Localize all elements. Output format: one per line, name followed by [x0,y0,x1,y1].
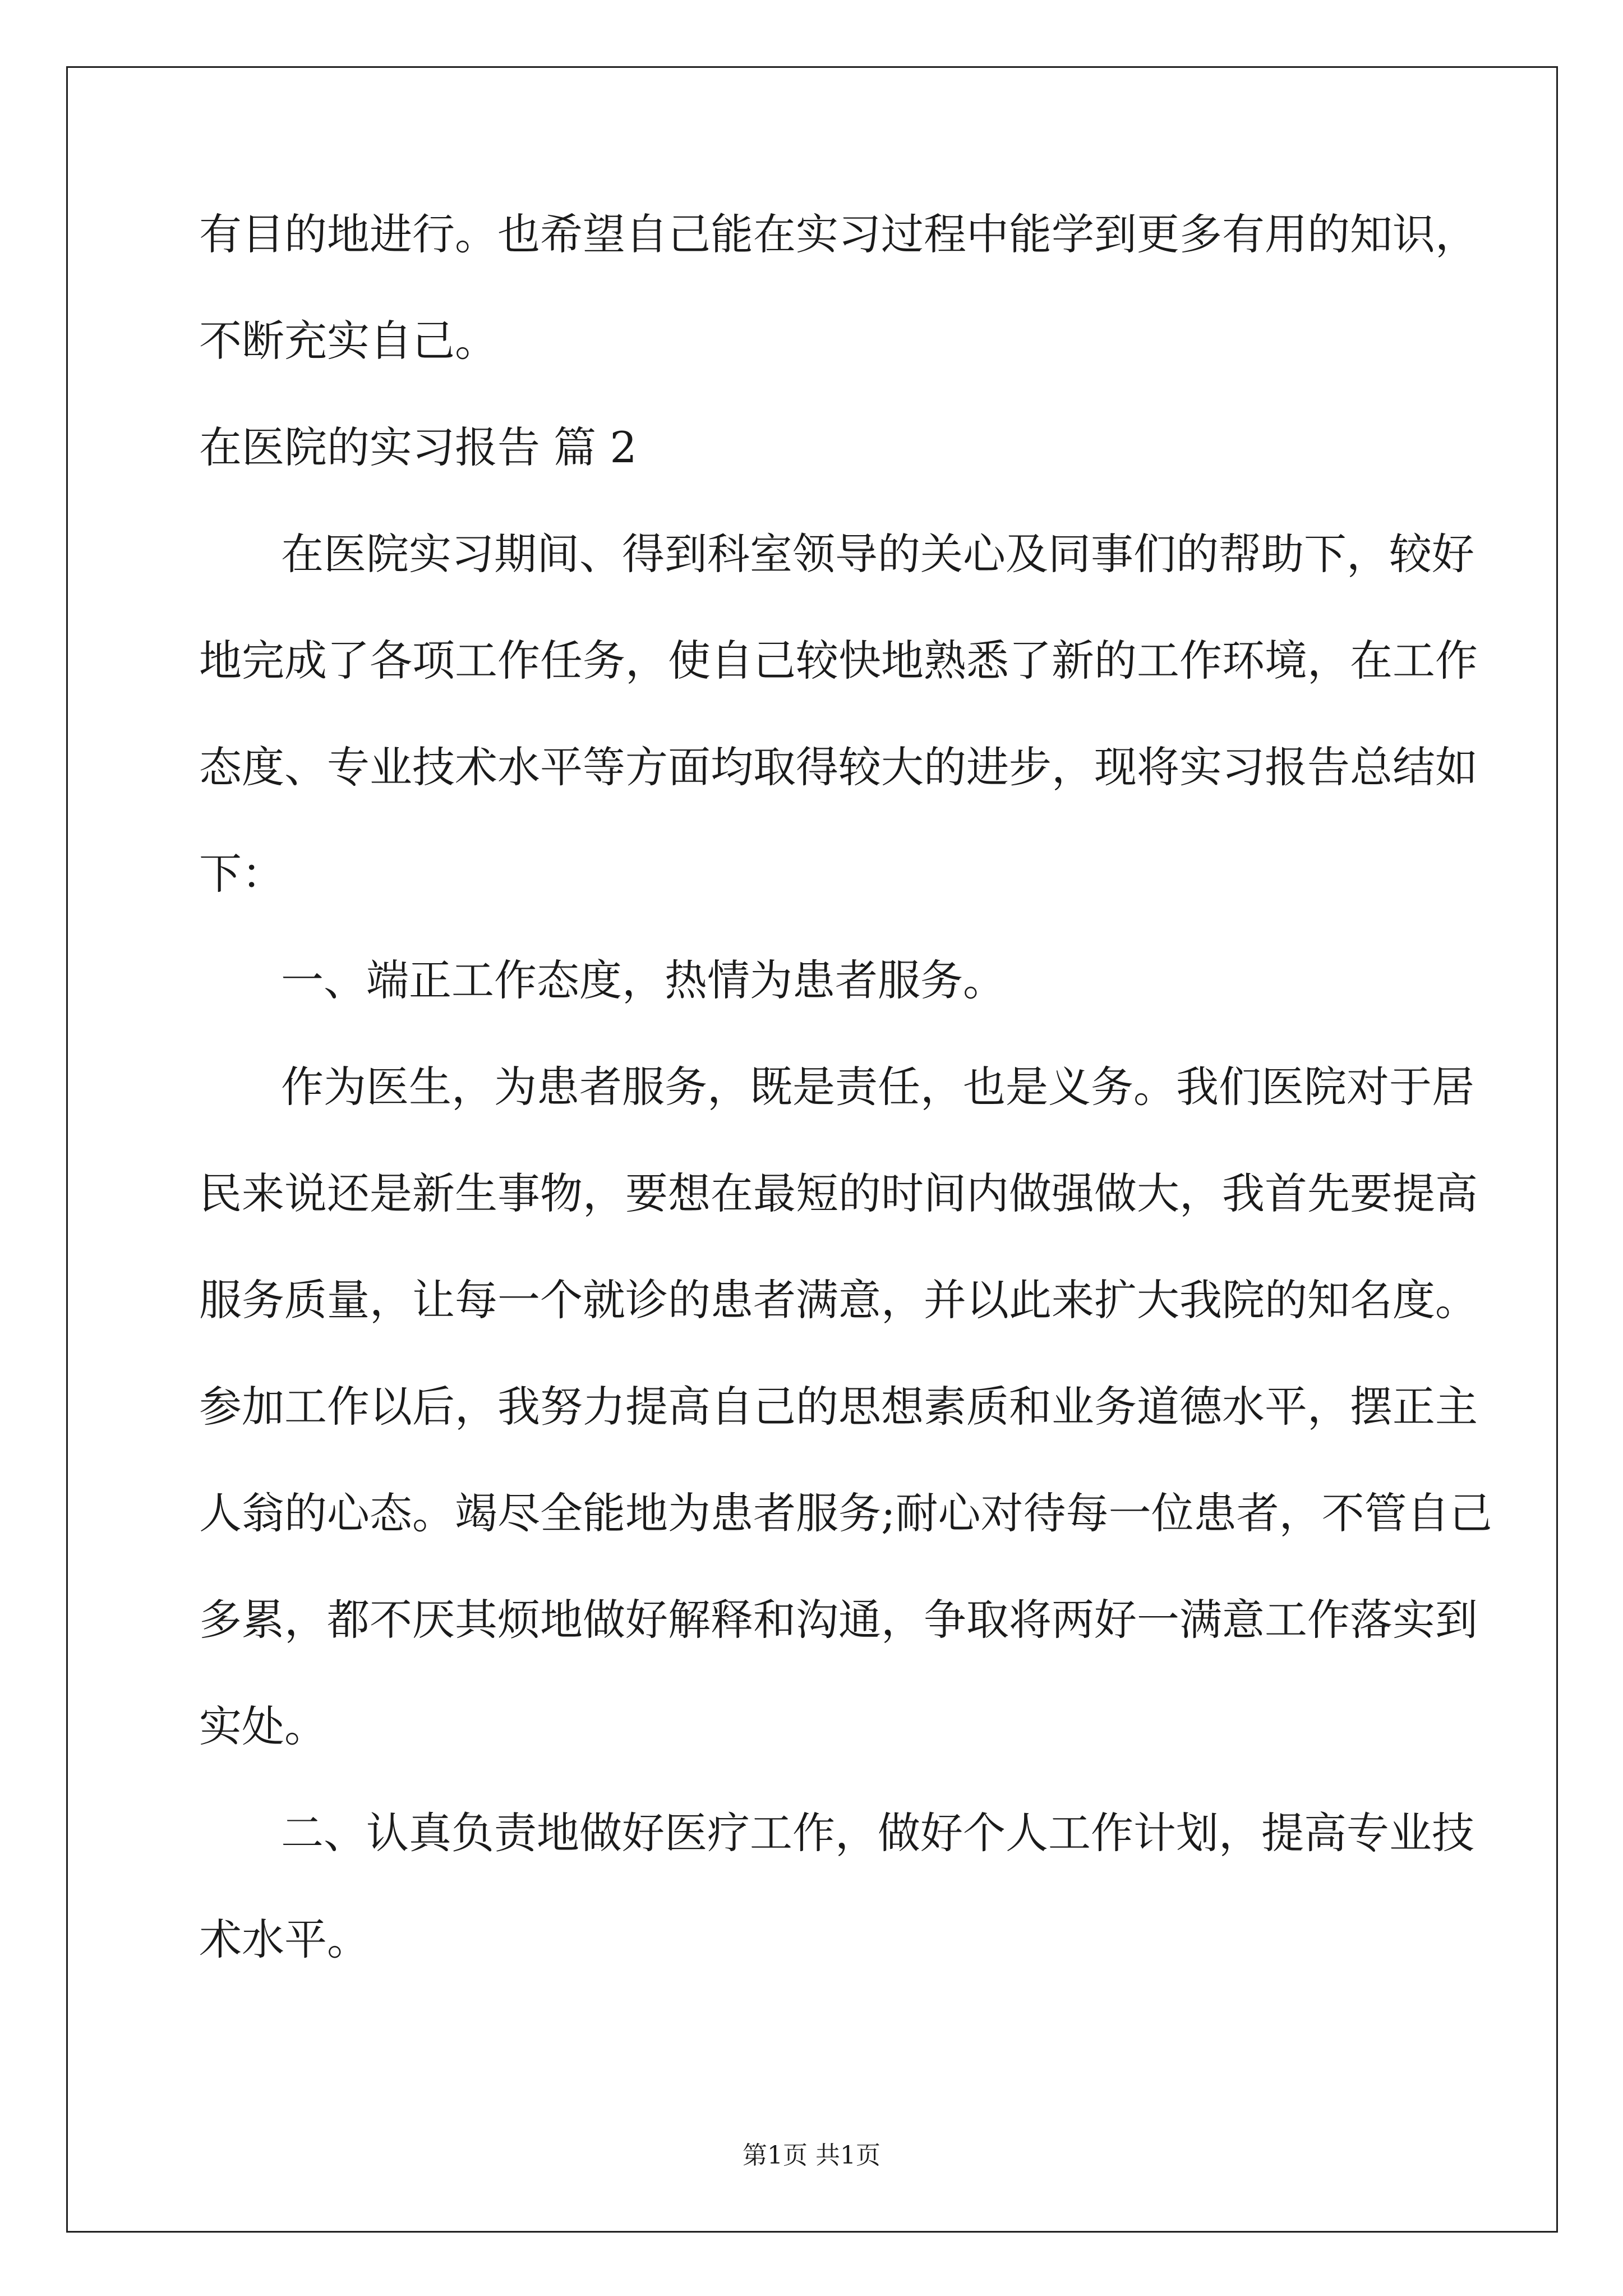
paragraph-line: 术水平。 [199,1915,370,1964]
paragraph-line: 在医院实习期间、得到科室领导的关心及同事们的帮助下，较好 [281,529,1474,579]
paragraph-line: 实处。 [199,1701,327,1751]
paragraph-line: 有目的地进行。也希望自己能在实习过程中能学到更多有用的知识， [199,209,1478,259]
paragraph-line: 不断充实自己。 [199,316,497,366]
paragraph-line: 下： [199,849,284,899]
page-footer: 第1页 共1页 [743,2141,880,2170]
paragraph-line: 地完成了各项工作任务，使自己较快地熟悉了新的工作环境，在工作 [199,636,1478,685]
paragraph-line: 人翁的心态。竭尽全能地为患者服务;耐心对待每一位患者，不管自己 [199,1488,1492,1538]
paragraph-line: 作为医生，为患者服务，既是责任，也是义务。我们医院对于居 [281,1062,1474,1112]
paragraph-line: 多累，都不厌其烦地做好解释和沟通，争取将两好一满意工作落实到 [199,1595,1478,1645]
subsection-heading: 一、端正工作态度，热情为患者服务。 [281,955,1006,1005]
page-border [66,66,1558,2233]
subsection-heading: 二、认真负责地做好医疗工作，做好个人工作计划，提高专业技 [281,1808,1474,1858]
section-heading: 在医院的实习报告 篇 2 [199,422,637,472]
paragraph-line: 民来说还是新生事物，要想在最短的时间内做强做大，我首先要提高 [199,1168,1478,1218]
paragraph-line: 参加工作以后，我努力提高自己的思想素质和业务道德水平，摆正主 [199,1382,1478,1432]
paragraph-line: 服务质量，让每一个就诊的患者满意，并以此来扩大我院的知名度。 [199,1275,1478,1325]
paragraph-line: 态度、专业技术水平等方面均取得较大的进步，现将实习报告总结如 [199,742,1478,792]
